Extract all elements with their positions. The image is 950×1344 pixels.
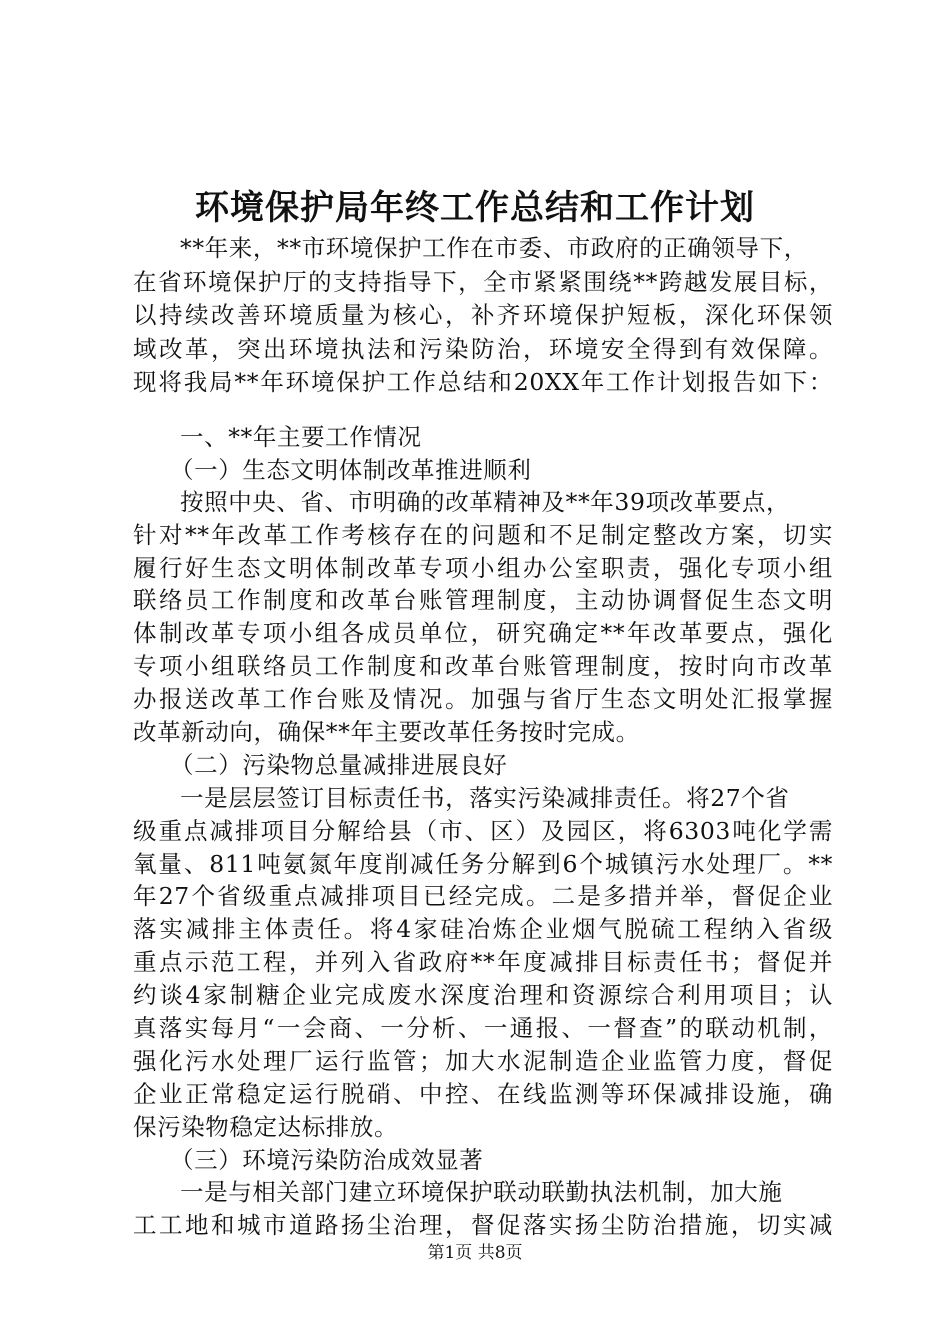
paragraph-line: 体制改革专项小组各成员单位，研究确定**年改革要点，强化 (133, 619, 833, 647)
paragraph-line: 以持续改善环境质量为核心，补齐环境保护短板，深化环保领 (133, 301, 833, 329)
paragraph-line: 履行好生态文明体制改革专项小组办公室职责，强化专项小组 (133, 554, 833, 582)
subsection-heading: （三）环境污染防治成效显著 (170, 1146, 484, 1174)
paragraph-line: 一是层层签订目标责任书，落实污染减排责任。将27个省 (180, 784, 790, 812)
subsection-heading: （一）生态文明体制改革推进顺利 (170, 456, 532, 484)
paragraph-line: 真落实每月“一会商、一分析、一通报、一督查”的联动机制， (133, 1014, 833, 1042)
paragraph-line: 改革新动向，确保**年主要改革任务按时完成。 (133, 718, 640, 746)
paragraph-line: 联络员工作制度和改革台账管理制度，主动协调督促生态文明 (133, 586, 833, 614)
paragraph-line: 约谈4家制糖企业完成废水深度治理和资源综合利用项目；认 (133, 981, 833, 1009)
paragraph-line: 年27个省级重点减排项目已经完成。二是多措并举，督促企业 (133, 882, 833, 910)
paragraph-line: 针对**年改革工作考核存在的问题和不足制定整改方案，切实 (133, 521, 833, 549)
paragraph-line: 氧量、811吨氨氮年度削减任务分解到6个城镇污水处理厂。** (133, 850, 833, 878)
page-footer: 第1页 共8页 (427, 1243, 523, 1263)
section-heading: 一、**年主要工作情况 (180, 423, 422, 451)
document-title: 环境保护局年终工作总结和工作计划 (195, 188, 755, 228)
paragraph-line: 级重点减排项目分解给县（市、区）及园区，将6303吨化学需 (133, 817, 833, 845)
paragraph-line: 域改革，突出环境执法和污染防治，环境安全得到有效保障。 (133, 335, 833, 363)
paragraph-line: 强化污水处理厂运行监管；加大水泥制造企业监管力度，督促 (133, 1047, 833, 1075)
paragraph-line: 工工地和城市道路扬尘治理，督促落实扬尘防治措施，切实减 (133, 1211, 833, 1239)
paragraph-line: 落实减排主体责任。将4家硅冶炼企业烟气脱硫工程纳入省级 (133, 915, 833, 943)
paragraph-line: **年来，**市环境保护工作在市委、市政府的正确领导下， (180, 234, 808, 262)
paragraph-line: 企业正常稳定运行脱硝、中控、在线监测等环保减排设施，确 (133, 1080, 833, 1108)
paragraph-line: 现将我局**年环境保护工作总结和20XX年工作计划报告如下： (133, 368, 833, 396)
subsection-heading: （二）污染物总量减排进展良好 (170, 751, 508, 779)
paragraph-line: 办报送改革工作台账及情况。加强与省厅生态文明处汇报掌握 (133, 685, 833, 713)
paragraph-line: 一是与相关部门建立环境保护联动联勤执法机制，加大施 (180, 1178, 783, 1206)
paragraph-line: 保污染物稳定达标排放。 (133, 1113, 399, 1141)
paragraph-line: 专项小组联络员工作制度和改革台账管理制度，按时向市改革 (133, 652, 833, 680)
paragraph-line: 在省环境保护厅的支持指导下，全市紧紧围绕**跨越发展目标， (133, 268, 833, 296)
paragraph-line: 按照中央、省、市明确的改革精神及**年39项改革要点， (180, 488, 791, 516)
paragraph-line: 重点示范工程，并列入省政府**年度减排目标责任书；督促并 (133, 948, 833, 976)
